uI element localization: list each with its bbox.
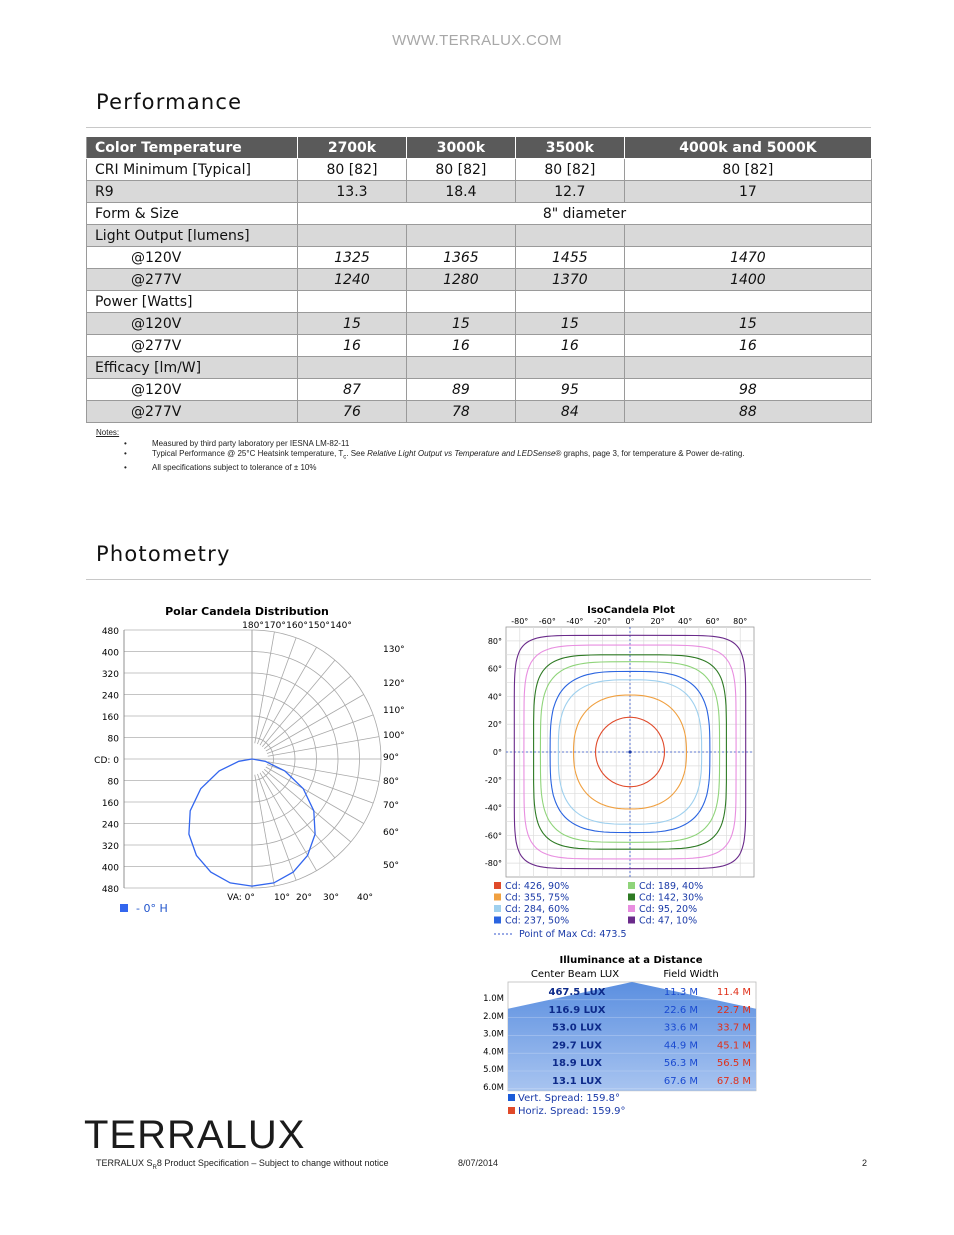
vert-spread-swatch xyxy=(508,1094,515,1101)
row-label: @120V xyxy=(87,379,298,401)
note-text: graphs, page 3, for temperature & Power de-rating. xyxy=(561,449,745,458)
polar-angle-label: 10° xyxy=(274,893,290,903)
table-cell: 15 xyxy=(298,313,407,335)
table-row xyxy=(87,379,872,401)
iso-y-tick: 20° xyxy=(487,720,502,730)
polar-angle-label: VA: 0° xyxy=(227,893,255,903)
iso-legend-label: Cd: 189, 40% xyxy=(639,881,704,892)
table-cell: 15 xyxy=(624,313,871,335)
photometry-rule xyxy=(86,579,871,580)
polar-angle-label: 80° xyxy=(383,777,399,787)
iso-legend-swatch xyxy=(628,894,635,901)
vert-spread-label: Vert. Spread: 159.8° xyxy=(518,1093,620,1104)
illum-lux-value: 29.7 LUX xyxy=(552,1040,602,1052)
illum-lux-value: 13.1 LUX xyxy=(552,1076,602,1087)
polar-axis-label: 400 xyxy=(101,863,119,874)
table-row xyxy=(87,313,872,335)
polar-axis-label: 320 xyxy=(101,670,119,680)
iso-legend-label: Cd: 95, 20% xyxy=(639,904,698,915)
note-text: . See xyxy=(346,449,368,458)
illum-col-field: Field Width xyxy=(663,969,719,980)
table-cell: 8" diameter xyxy=(298,203,872,225)
polar-angle-label: 120° xyxy=(383,679,405,689)
footer-spec-text: TERRALUX S xyxy=(96,1158,153,1168)
iso-x-tick: 40° xyxy=(678,617,693,626)
row-label: R9 xyxy=(87,181,298,203)
iso-max-legend-label: Point of Max Cd: 473.5 xyxy=(519,929,627,940)
polar-axis-label: 480 xyxy=(101,885,119,895)
polar-axis-label: 240 xyxy=(101,820,119,831)
table-cell: 80 [82] xyxy=(515,159,624,181)
table-cell: 15 xyxy=(406,313,515,335)
polar-axis-label: 80 xyxy=(107,777,119,788)
performance-rule xyxy=(86,127,871,128)
note-item xyxy=(96,439,745,450)
table-cell xyxy=(406,225,515,247)
table-cell: 78 xyxy=(406,401,515,423)
iso-grid xyxy=(485,617,754,877)
note-text: Measured by third party laboratory per IESNA LM-82-11 xyxy=(152,438,350,448)
polar-axis-label: 480 xyxy=(101,627,119,637)
iso-y-tick: -60° xyxy=(484,831,502,841)
iso-chart-title: IsoCandela Plot xyxy=(587,605,675,616)
note-item xyxy=(96,463,745,474)
polar-angle-label: 180° xyxy=(242,621,264,631)
table-cell: 1325 xyxy=(298,247,407,269)
polar-spoke xyxy=(264,676,351,749)
illum-body xyxy=(483,982,756,1093)
illum-title: Illuminance at a Distance xyxy=(559,955,703,966)
polar-axis-label: 320 xyxy=(101,842,119,852)
table-cell: 16 xyxy=(406,335,515,357)
illum-vert-width: 67.6 M xyxy=(663,1076,698,1087)
illum-horiz-width: 33.7 M xyxy=(716,1022,751,1034)
polar-angle-label: 130° xyxy=(383,645,405,655)
table-row xyxy=(87,291,872,313)
polar-spoke xyxy=(257,774,296,880)
row-label: @120V xyxy=(87,313,298,335)
polar-angle-label: 150° xyxy=(308,621,330,631)
table-cell: 98 xyxy=(624,379,871,401)
note-italic: Relative Light Output vs Temperature and LEDSense® xyxy=(367,449,562,458)
performance-title: Performance xyxy=(96,90,243,114)
horiz-spread-label: Horiz. Spread: 159.9° xyxy=(518,1106,626,1117)
row-label: Light Output [lumens] xyxy=(87,225,298,247)
polar-angle-label: 100° xyxy=(383,731,405,741)
iso-y-tick: 60° xyxy=(487,664,502,674)
table-cell: 16 xyxy=(624,335,871,357)
footer-page-number: 2 xyxy=(862,1158,868,1168)
row-label: CRI Minimum [Typical] xyxy=(87,159,298,181)
polar-angle-label: 30° xyxy=(323,893,339,903)
note-text: Typical Performance @ 25°C Heatsink temperature, T xyxy=(152,449,344,458)
table-cell xyxy=(298,225,407,247)
illum-vert-width: 22.6 M xyxy=(663,1004,698,1016)
footer-spec-rest: 8 Product Specification – Subject to change without notice xyxy=(156,1158,389,1168)
table-header-row xyxy=(87,137,872,159)
iso-x-tick: 20° xyxy=(650,617,665,626)
table-row xyxy=(87,335,872,357)
illum-lux-value: 18.9 LUX xyxy=(552,1058,602,1070)
polar-candela-chart xyxy=(86,600,405,920)
illum-vert-width: 33.6 M xyxy=(663,1022,698,1034)
header-label: Color Temperature xyxy=(87,137,298,159)
iso-x-tick: -40° xyxy=(566,617,584,626)
polar-angle-label: 90° xyxy=(383,753,399,763)
iso-y-tick: 40° xyxy=(487,692,502,702)
table-cell: 89 xyxy=(406,379,515,401)
polar-axis-label: CD: 0 xyxy=(94,756,119,766)
iso-legend-label: Cd: 237, 50% xyxy=(505,915,570,927)
polar-spoke xyxy=(255,775,275,886)
table-cell xyxy=(406,291,515,313)
table-cell: 1455 xyxy=(515,247,624,269)
polar-angle-label: 110° xyxy=(383,706,405,716)
illum-lux-value: 116.9 LUX xyxy=(548,1004,606,1016)
polar-axis-label: 400 xyxy=(101,648,119,659)
illum-distance: 5.0M xyxy=(483,1065,504,1076)
table-cell: 1365 xyxy=(406,247,515,269)
illum-distance: 4.0M xyxy=(483,1047,504,1058)
table-row xyxy=(87,159,872,181)
note-item xyxy=(96,449,745,463)
polar-angle-label: 50° xyxy=(383,861,399,871)
polar-spoke xyxy=(268,762,379,782)
row-label: @277V xyxy=(87,401,298,423)
polar-spoke xyxy=(268,737,379,757)
iso-y-tick: -80° xyxy=(484,859,502,869)
table-cell xyxy=(298,291,407,313)
table-row xyxy=(87,181,872,203)
iso-legend-swatch xyxy=(628,917,635,924)
table-cell: 13.3 xyxy=(298,181,407,203)
table-cell xyxy=(624,225,871,247)
polar-legend-swatch xyxy=(120,904,128,912)
iso-x-tick: 60° xyxy=(705,617,720,626)
polar-legend-label: - 0° H xyxy=(136,902,168,915)
polar-chart-title: Polar Candela Distribution xyxy=(165,605,329,618)
note-text: All specifications subject to tolerance of ± 10% xyxy=(152,463,317,473)
header-3500k: 3500k xyxy=(515,137,624,159)
table-cell xyxy=(624,357,871,379)
iso-y-tick: -40° xyxy=(484,803,502,813)
iso-legend-label: Cd: 426, 90% xyxy=(505,881,570,892)
table-row xyxy=(87,203,872,225)
table-row xyxy=(87,357,872,379)
iso-x-tick: 0° xyxy=(625,617,635,626)
table-cell: 88 xyxy=(624,401,871,423)
table-cell: 1370 xyxy=(515,269,624,291)
iso-legend-label: Cd: 47, 10% xyxy=(639,915,698,927)
polar-spoke xyxy=(262,660,335,747)
polar-angle-label: 140° xyxy=(330,621,352,631)
iso-legend-swatch xyxy=(494,882,501,889)
table-cell xyxy=(298,357,407,379)
footer-date: 8/07/2014 xyxy=(458,1158,499,1168)
table-cell: 17 xyxy=(624,181,871,203)
illum-horiz-width: 11.4 M xyxy=(716,987,751,998)
table-cell: 84 xyxy=(515,401,624,423)
row-label: @120V xyxy=(87,247,298,269)
iso-legend-swatch xyxy=(494,894,501,901)
table-cell: 80 [82] xyxy=(624,159,871,181)
iso-legend xyxy=(494,881,703,940)
table-row xyxy=(87,401,872,423)
row-label: @277V xyxy=(87,269,298,291)
iso-legend-swatch xyxy=(494,905,501,912)
illum-horiz-width: 45.1 M xyxy=(716,1040,751,1052)
table-cell xyxy=(515,291,624,313)
illum-horiz-width: 56.5 M xyxy=(716,1058,751,1070)
polar-spoke xyxy=(255,632,275,743)
table-cell: 80 [82] xyxy=(298,159,407,181)
table-cell: 15 xyxy=(515,313,624,335)
website-header[interactable]: WWW.TERRALUX.COM xyxy=(392,32,562,49)
illum-vert-width: 11.3 M xyxy=(663,987,698,998)
table-cell xyxy=(624,291,871,313)
illum-distance: 2.0M xyxy=(483,1011,504,1022)
iso-y-tick: 80° xyxy=(487,636,502,646)
iso-legend-swatch xyxy=(628,882,635,889)
iso-x-tick: -60° xyxy=(538,617,556,626)
iso-legend-label: Cd: 355, 75% xyxy=(505,892,570,904)
table-cell: 18.4 xyxy=(406,181,515,203)
iso-x-tick: 80° xyxy=(733,617,748,626)
table-cell: 1240 xyxy=(298,269,407,291)
polar-angle-label: 170° xyxy=(264,621,286,631)
polar-axis-label: 80 xyxy=(107,734,119,745)
table-cell: 1400 xyxy=(624,269,871,291)
table-cell xyxy=(406,357,515,379)
polar-axis-label: 240 xyxy=(101,691,119,702)
row-label: Power [Watts] xyxy=(87,291,298,313)
polar-spoke xyxy=(267,715,373,754)
polar-axis-label: 160 xyxy=(101,713,119,723)
illum-col-center: Center Beam LUX xyxy=(530,969,620,980)
polar-angle-label: 40° xyxy=(357,893,373,903)
table-cell: 16 xyxy=(298,335,407,357)
table-row xyxy=(87,225,872,247)
photometry-title: Photometry xyxy=(96,542,231,566)
iso-y-tick: 0° xyxy=(492,748,502,757)
isocandela-plot xyxy=(476,600,762,945)
footer-spec-sub: R xyxy=(152,1164,157,1171)
notes-list xyxy=(96,439,745,474)
table-cell: 80 [82] xyxy=(406,159,515,181)
illum-distance: 3.0M xyxy=(483,1029,504,1040)
table-cell: 1470 xyxy=(624,247,871,269)
footer-spec xyxy=(96,1158,389,1171)
row-label: Form & Size xyxy=(87,203,298,225)
table-cell: 12.7 xyxy=(515,181,624,203)
horiz-spread-swatch xyxy=(508,1107,515,1114)
terralux-logo: TERRALUX xyxy=(84,1113,306,1157)
notes-title: Notes: xyxy=(96,428,120,437)
polar-angle-label: 70° xyxy=(383,801,399,811)
notes xyxy=(96,428,745,474)
polar-labels xyxy=(94,621,405,903)
iso-legend-swatch xyxy=(628,905,635,912)
illuminance-chart xyxy=(476,950,766,1120)
performance-table xyxy=(86,136,872,423)
illum-distance: 6.0M xyxy=(483,1083,504,1093)
table-row xyxy=(87,269,872,291)
polar-angle-label: 20° xyxy=(296,893,312,903)
illum-horiz-width: 22.7 M xyxy=(716,1004,751,1016)
table-row xyxy=(87,247,872,269)
polar-spoke xyxy=(257,638,296,744)
iso-x-tick: -20° xyxy=(593,617,611,626)
row-label: Efficacy [lm/W] xyxy=(87,357,298,379)
table-cell xyxy=(515,225,624,247)
polar-angle-label: 60° xyxy=(383,828,399,838)
illum-horiz-width: 67.8 M xyxy=(716,1076,751,1087)
iso-max-point xyxy=(628,750,631,753)
header-2700k: 2700k xyxy=(298,137,407,159)
iso-y-tick: -20° xyxy=(484,775,502,785)
note-subscript: c xyxy=(343,454,347,461)
illum-lux-value: 53.0 LUX xyxy=(552,1022,602,1034)
polar-spoke xyxy=(264,769,351,842)
header-4000k: 4000k and 5000K xyxy=(624,137,871,159)
iso-legend-label: Cd: 142, 30% xyxy=(639,892,704,904)
row-label: @277V xyxy=(87,335,298,357)
iso-legend-label: Cd: 284, 60% xyxy=(505,904,570,915)
iso-legend-swatch xyxy=(494,917,501,924)
iso-x-tick: -80° xyxy=(511,617,529,626)
illum-distance: 1.0M xyxy=(483,994,504,1004)
table-cell: 1280 xyxy=(406,269,515,291)
table-cell: 87 xyxy=(298,379,407,401)
table-cell xyxy=(515,357,624,379)
table-cell: 16 xyxy=(515,335,624,357)
polar-axis-label: 160 xyxy=(101,799,119,809)
illum-vert-width: 56.3 M xyxy=(663,1058,698,1070)
polar-angle-label: 160° xyxy=(286,621,308,631)
table-cell: 95 xyxy=(515,379,624,401)
illum-vert-width: 44.9 M xyxy=(663,1040,698,1052)
header-3000k: 3000k xyxy=(406,137,515,159)
illum-lux-value: 467.5 LUX xyxy=(548,987,606,998)
table-cell: 76 xyxy=(298,401,407,423)
